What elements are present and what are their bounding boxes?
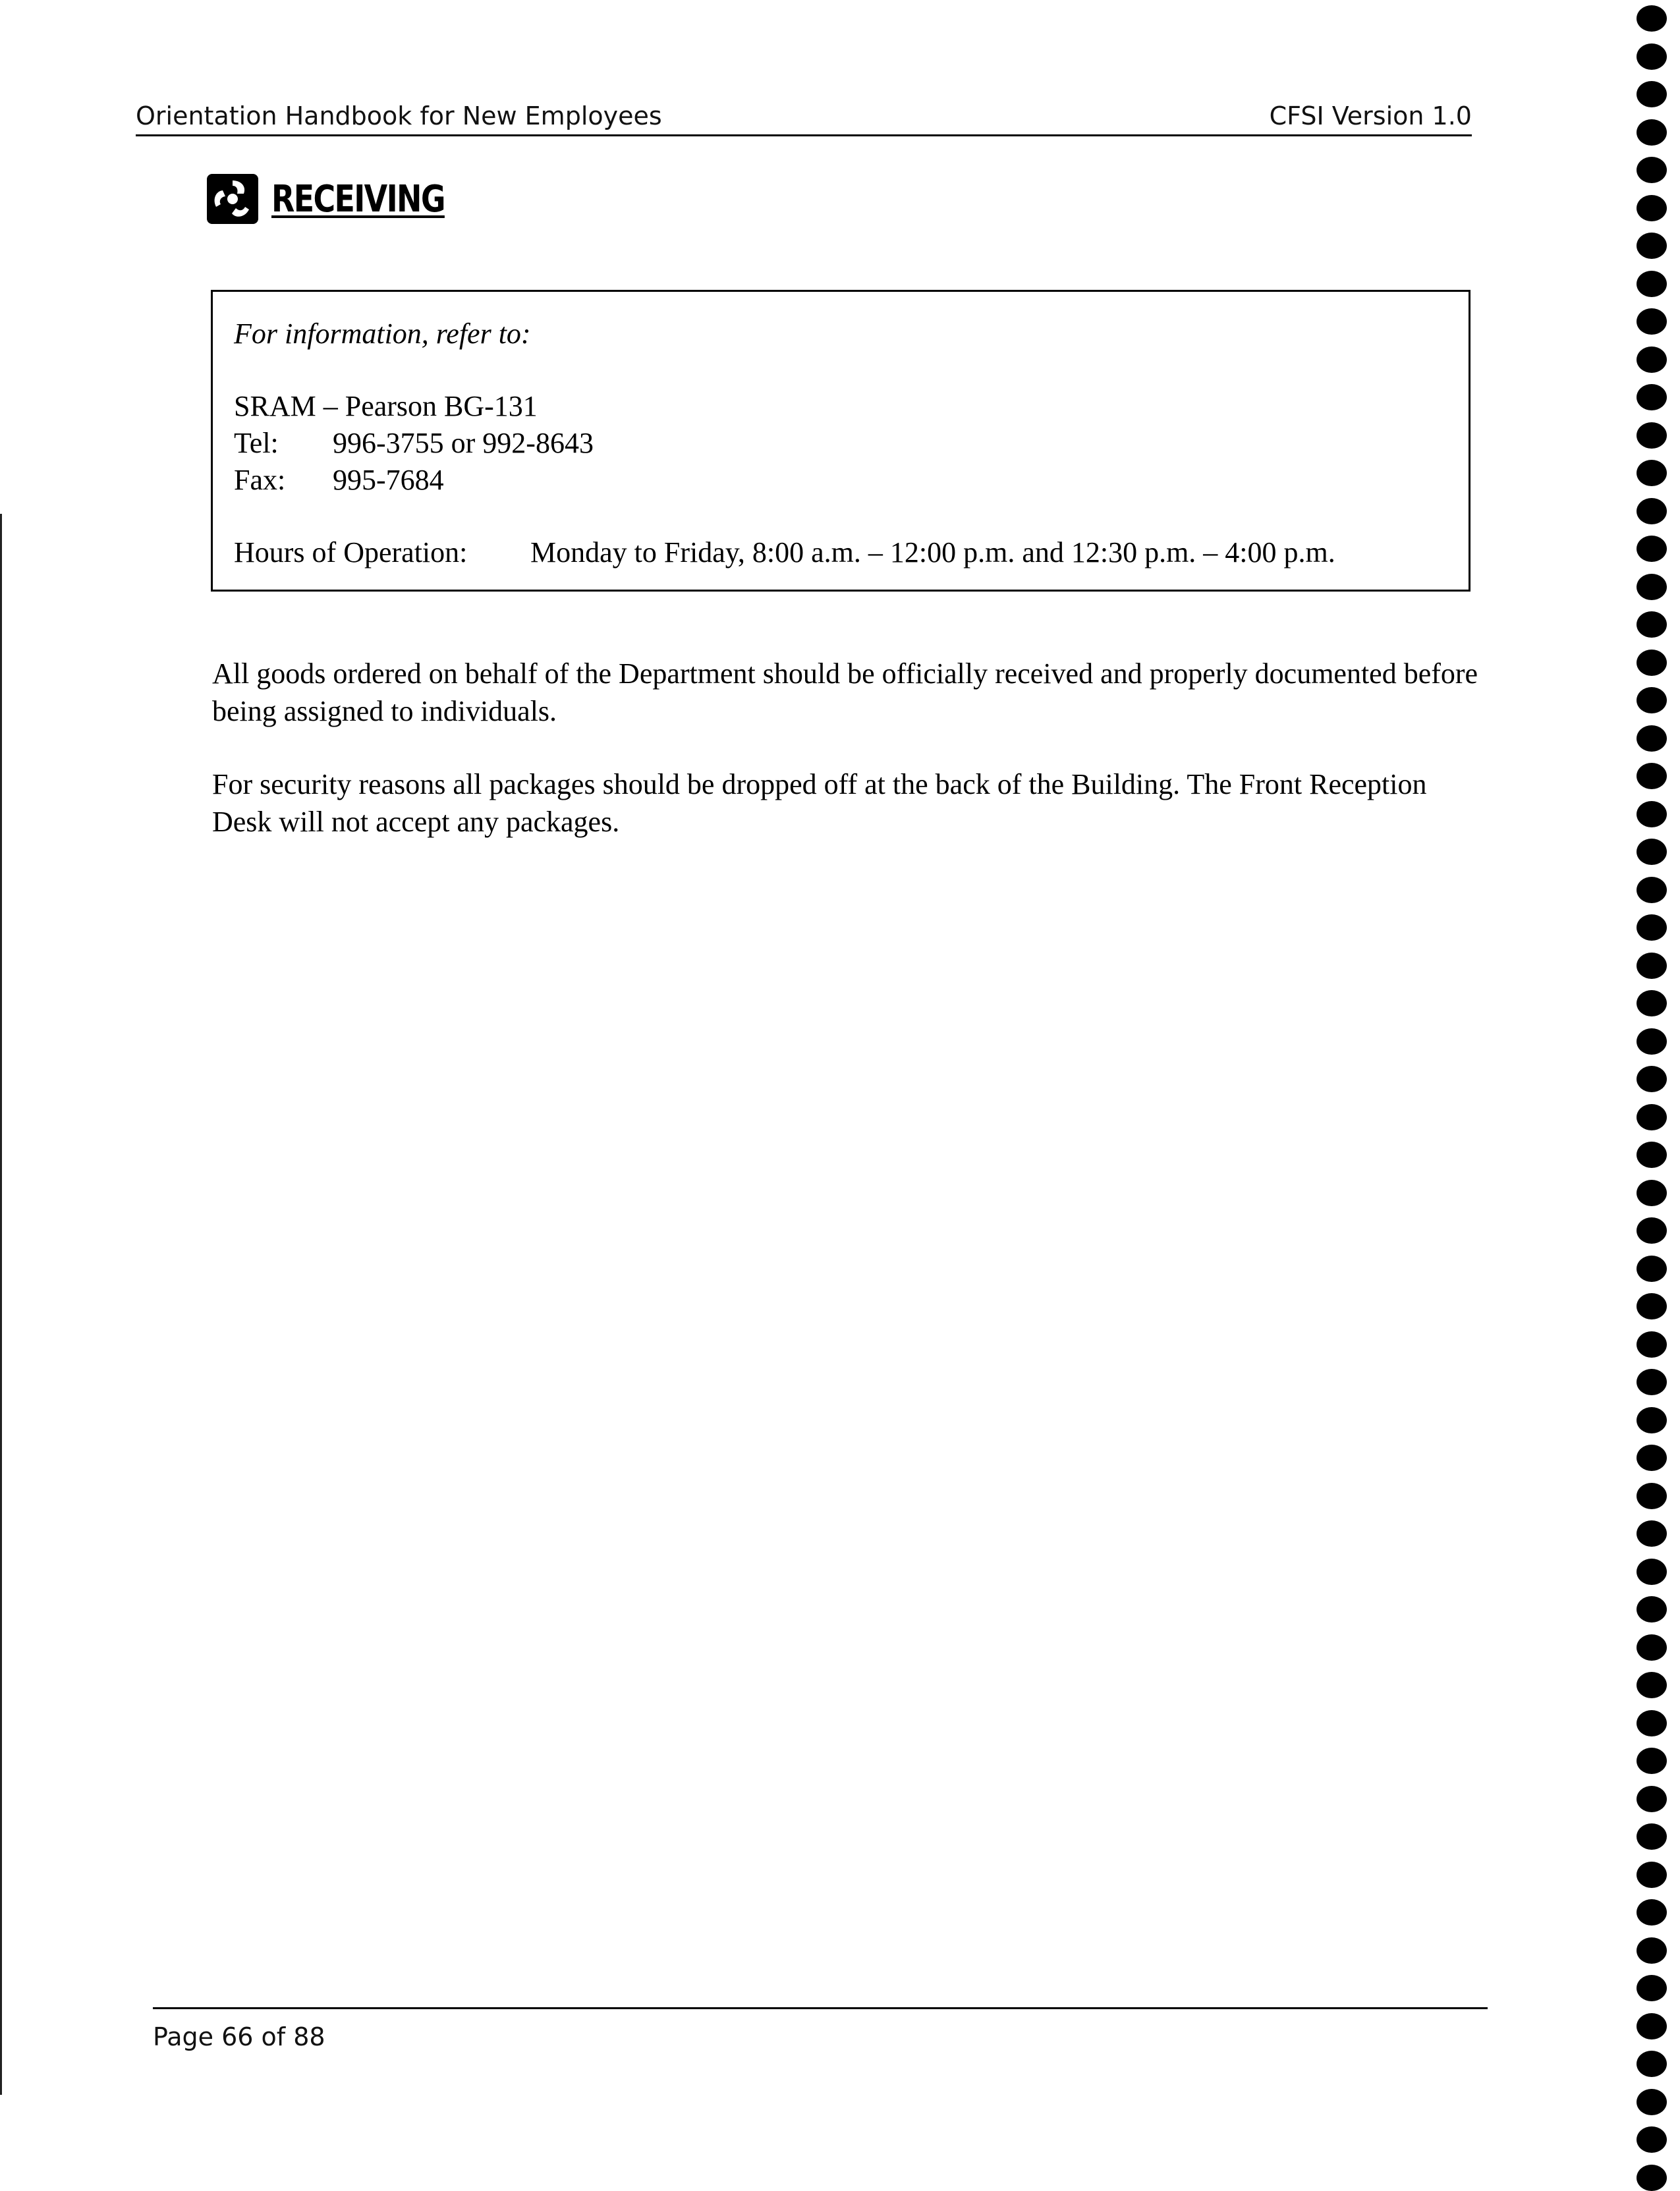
binding-hole — [1637, 877, 1667, 903]
info-hours — [234, 536, 1335, 569]
binding-hole — [1637, 2126, 1667, 2153]
binding-hole — [1637, 1520, 1667, 1547]
binding-hole — [1637, 1407, 1667, 1433]
binding-hole — [1637, 990, 1667, 1016]
binding-hole — [1637, 1634, 1667, 1661]
binding-hole — [1637, 157, 1667, 183]
binding-hole — [1637, 1786, 1667, 1812]
binding-hole — [1637, 1028, 1667, 1055]
binding-hole — [1637, 2013, 1667, 2039]
binding-hole — [1637, 2089, 1667, 2115]
binding-hole — [1637, 43, 1667, 70]
binding-hole — [1637, 801, 1667, 827]
hours-label: Hours of Operation: — [234, 536, 468, 569]
binding-hole — [1637, 1180, 1667, 1206]
binding-hole — [1637, 2051, 1667, 2077]
scan-edge-line — [0, 514, 2, 2095]
binding-hole — [1637, 1823, 1667, 1850]
binding-hole — [1637, 953, 1667, 979]
fax-value: 995-7684 — [333, 464, 444, 496]
contact-info-box — [211, 290, 1470, 592]
binding-hole — [1637, 384, 1667, 410]
binding-hole — [1637, 119, 1667, 146]
hours-value: Monday to Friday, 8:00 a.m. – 12:00 p.m. and 12:30 p.m. – 4:00 p.m. — [530, 536, 1335, 569]
binding-hole — [1637, 271, 1667, 297]
binding-hole — [1637, 1596, 1667, 1622]
binding-hole — [1637, 81, 1667, 107]
page-number: Page 66 of 88 — [153, 2022, 325, 2051]
binding-hole — [1637, 460, 1667, 486]
binding-hole — [1637, 725, 1667, 752]
version-label: CFSI Version 1.0 — [1269, 101, 1472, 130]
binding-hole — [1637, 1066, 1667, 1092]
binding-hole — [1637, 1937, 1667, 1964]
binding-hole — [1637, 574, 1667, 600]
info-intro: For information, refer to: — [234, 318, 531, 350]
binding-hole — [1637, 195, 1667, 221]
binding-hole — [1637, 1369, 1667, 1395]
binding-hole — [1637, 1256, 1667, 1282]
tel-label: Tel: — [234, 427, 279, 459]
handbook-title: Orientation Handbook for New Employees — [136, 101, 662, 130]
binding-hole — [1637, 1862, 1667, 1888]
binding-hole — [1637, 347, 1667, 373]
binding-hole — [1637, 1559, 1667, 1585]
binding-hole — [1637, 5, 1667, 32]
binding-hole — [1637, 536, 1667, 562]
header-rule — [136, 134, 1472, 136]
binding-hole — [1637, 687, 1667, 713]
binding-hole — [1637, 498, 1667, 524]
binding-hole — [1637, 1899, 1667, 1926]
binding-hole — [1637, 1331, 1667, 1358]
binding-hole — [1637, 1672, 1667, 1698]
binding-hole — [1637, 1217, 1667, 1244]
binding-hole — [1637, 914, 1667, 941]
binding-hole — [1637, 1483, 1667, 1509]
footer-rule — [153, 2007, 1488, 2009]
info-telephone — [234, 426, 594, 460]
binding-hole — [1637, 1975, 1667, 2001]
binding-hole — [1637, 1104, 1667, 1130]
fax-label: Fax: — [234, 464, 286, 496]
binding-hole — [1637, 611, 1667, 638]
binding-hole — [1637, 1142, 1667, 1168]
binding-hole — [1637, 1293, 1667, 1319]
tel-value: 996-3755 or 992-8643 — [333, 427, 594, 459]
spiral-binding — [1633, 0, 1680, 2188]
body-paragraph: For security reasons all packages should be dropped off at the back of the Building. The Front Reception Desk will not accept any packages. — [212, 768, 1427, 838]
binding-hole — [1637, 650, 1667, 676]
binding-hole — [1637, 1445, 1667, 1471]
binding-hole — [1637, 233, 1667, 259]
binding-hole — [1637, 763, 1667, 789]
binding-hole — [1637, 422, 1667, 449]
binding-hole — [1637, 1710, 1667, 1736]
section-title — [206, 173, 483, 225]
binding-hole — [1637, 308, 1667, 335]
binding-hole — [1637, 1748, 1667, 1774]
info-fax — [234, 463, 444, 497]
binding-hole — [1637, 2165, 1667, 2191]
info-location: SRAM – Pearson BG-131 — [234, 390, 538, 422]
binding-hole — [1637, 839, 1667, 865]
section-heading: RECEIVING — [271, 177, 445, 221]
body-paragraph: All goods ordered on behalf of the Department should be officially received and properly documented before being assigned to individuals. — [212, 657, 1478, 727]
recycle-triskelion-icon — [206, 173, 260, 225]
